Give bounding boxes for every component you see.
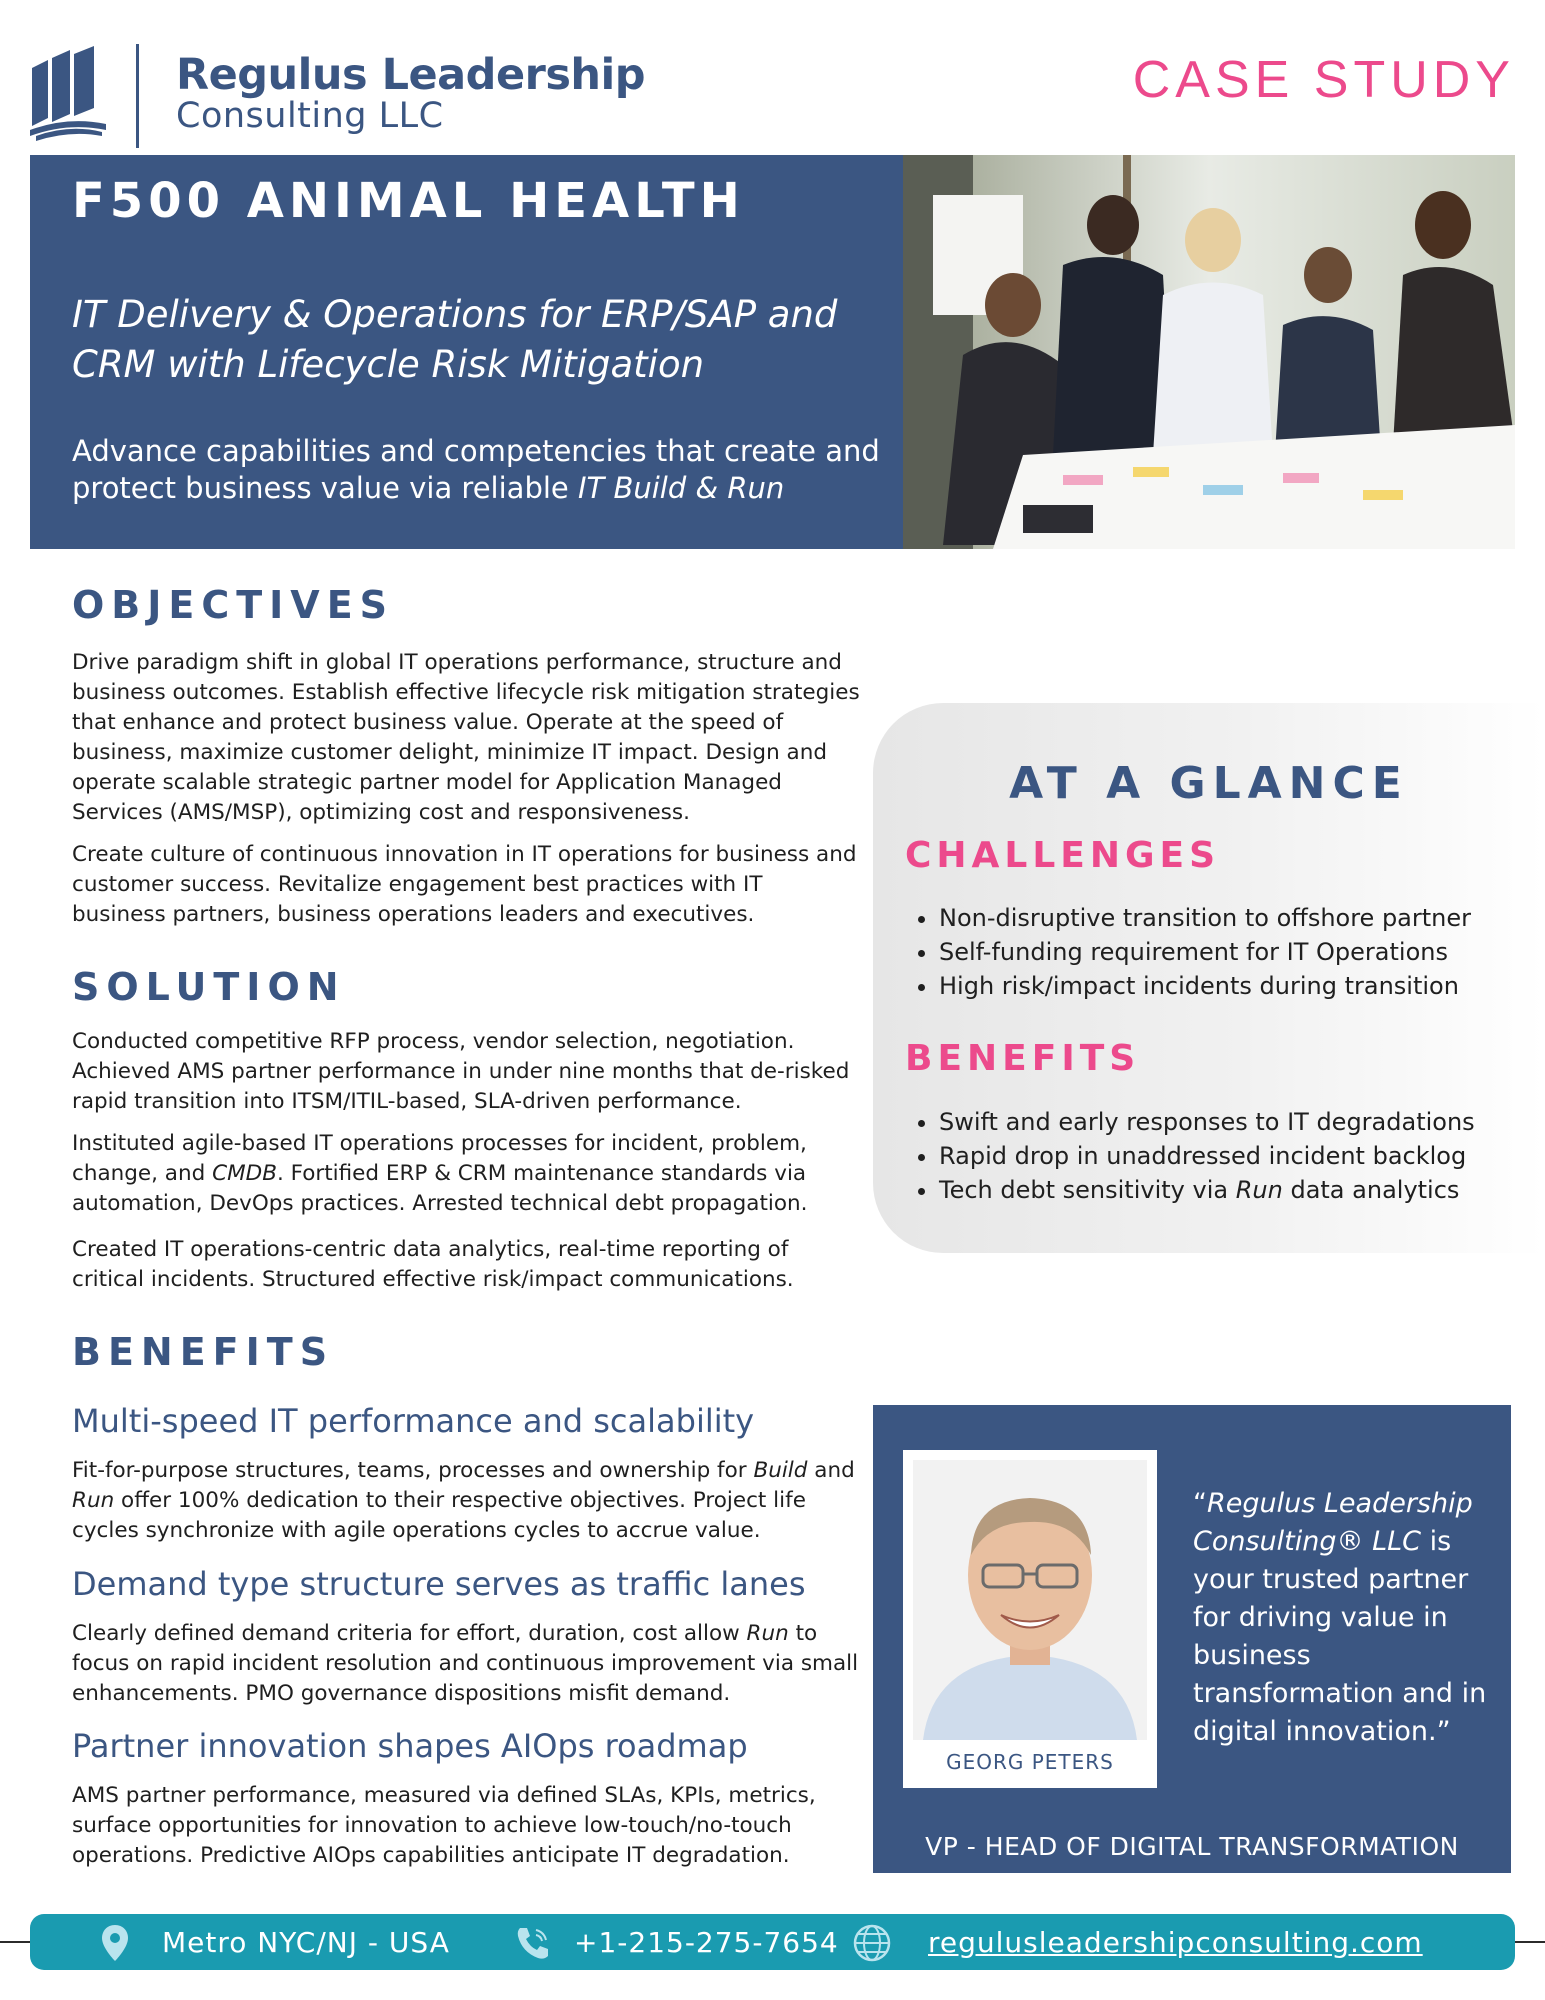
- benefit-1-text: Fit-for-purpose structures, teams, processes and ownership for Build and Run offer 100% dedication to their respective objectives. Project life cycles synchronize with agile operations cycles to accrue value.: [72, 1458, 855, 1543]
- footer-location: Metro NYC/NJ - USA: [162, 1926, 450, 1959]
- person-name: GEORG PETERS: [946, 1750, 1114, 1774]
- solution-paragraph-2: Instituted agile-based IT operations processes for incident, problem, change, and CMDB. Fortified ERP & CRM maintenance standards via automation, DevOps practices. Arrested technical debt propagation.: [72, 1131, 808, 1216]
- solution-paragraph-3: Created IT operations-centric data analytics, real-time reporting of critical incidents. Structured effective risk/impact communications.: [72, 1237, 794, 1292]
- document-type: CASE STUDY: [1132, 51, 1515, 109]
- at-a-glance-panel: [873, 703, 1545, 1253]
- list-item: • Self-funding requirement for IT Operations: [939, 935, 1471, 969]
- challenges-list: [913, 901, 1471, 1003]
- benefit-1-title: Multi-speed IT performance and scalability: [72, 1402, 755, 1440]
- company-subtitle: Consulting LLC: [176, 96, 444, 136]
- hero-subtitle: IT Delivery & Operations for ERP/SAP and CRM with Lifecycle Risk Mitigation: [72, 293, 838, 386]
- phone-icon: [514, 1924, 552, 1962]
- objectives-paragraph-2: Create culture of continuous innovation in IT operations for business and customer success. Revitalize engagement best practices with IT business partners, business operations leaders and executives.: [72, 842, 857, 927]
- list-item: • Rapid drop in unaddressed incident backlog: [939, 1139, 1475, 1173]
- benefit-2-text: Clearly defined demand criteria for effort, duration, cost allow Run to focus on rapid incident resolution and continuous improvement via small enhancements. PMO governance dispositions misfit demand.: [72, 1621, 859, 1706]
- benefit-2-title: Demand type structure serves as traffic lanes: [72, 1565, 806, 1603]
- benefit-3-title: Partner innovation shapes AIOps roadmap: [72, 1727, 748, 1765]
- portrait-photo: [913, 1460, 1147, 1740]
- objectives-heading: OBJECTIVES: [72, 583, 395, 627]
- portrait-frame: [903, 1450, 1157, 1788]
- objectives-paragraph-1: Drive paradigm shift in global IT operations performance, structure and business outcomes. Establish effective lifecycle risk mitigation strategies that enhance and protect business value. Operate at the speed of business, maximize customer delight, minimize IT impact. Design and operate scalable strategic partner model for Application Managed Services (AMS/MSP), optimizing cost and responsiveness.: [72, 650, 860, 825]
- list-item: • High risk/impact incidents during transition: [939, 969, 1471, 1003]
- solution-paragraph-1: Conducted competitive RFP process, vendor selection, negotiation. Achieved AMS partner performance in under nine months that de-risked rapid transition into ITSM/ITIL-based, SLA-driven performance.: [72, 1029, 850, 1114]
- glance-benefits-list: [913, 1105, 1475, 1207]
- footer-phone[interactable]: +1-215-275-7654: [574, 1926, 839, 1959]
- glance-title: AT A GLANCE: [1009, 758, 1409, 809]
- hero-banner: [30, 155, 903, 549]
- globe-icon: [852, 1923, 892, 1963]
- testimonial-quote: “Regulus Leadership Consulting® LLC is your trusted partner for driving value in business transformation and in digital innovation.”: [1193, 1488, 1487, 1747]
- company-name: Regulus Leadership: [176, 50, 646, 100]
- hero-title: F500 ANIMAL HEALTH: [72, 173, 745, 229]
- glance-benefits-heading: BENEFITS: [905, 1038, 1141, 1079]
- logo-divider: [136, 44, 139, 148]
- company-logo-icon: [28, 46, 108, 141]
- testimonial-box: [873, 1405, 1511, 1873]
- person-role: VP - HEAD OF DIGITAL TRANSFORMATION: [925, 1832, 1459, 1861]
- benefit-3-text: AMS partner performance, measured via defined SLAs, KPIs, metrics, surface opportunities for innovation to achieve low-touch/no-touch operations. Predictive AIOps capabilities anticipate IT degradation.: [72, 1783, 816, 1868]
- list-item: • Tech debt sensitivity via Run data analytics: [939, 1173, 1475, 1207]
- benefits-heading: BENEFITS: [72, 1330, 335, 1374]
- location-pin-icon: [100, 1924, 130, 1962]
- hero-text: Advance capabilities and competencies that create and protect business value via reliable IT Build & Run: [72, 434, 880, 505]
- list-item: • Swift and early responses to IT degradations: [939, 1105, 1475, 1139]
- footer-website-link[interactable]: regulusleadershipconsulting.com: [928, 1926, 1423, 1959]
- solution-heading: SOLUTION: [72, 965, 346, 1009]
- footer-bar: [30, 1914, 1515, 1970]
- challenges-heading: CHALLENGES: [905, 835, 1221, 876]
- list-item: • Non-disruptive transition to offshore partner: [939, 901, 1471, 935]
- team-meeting-photo: [903, 155, 1515, 549]
